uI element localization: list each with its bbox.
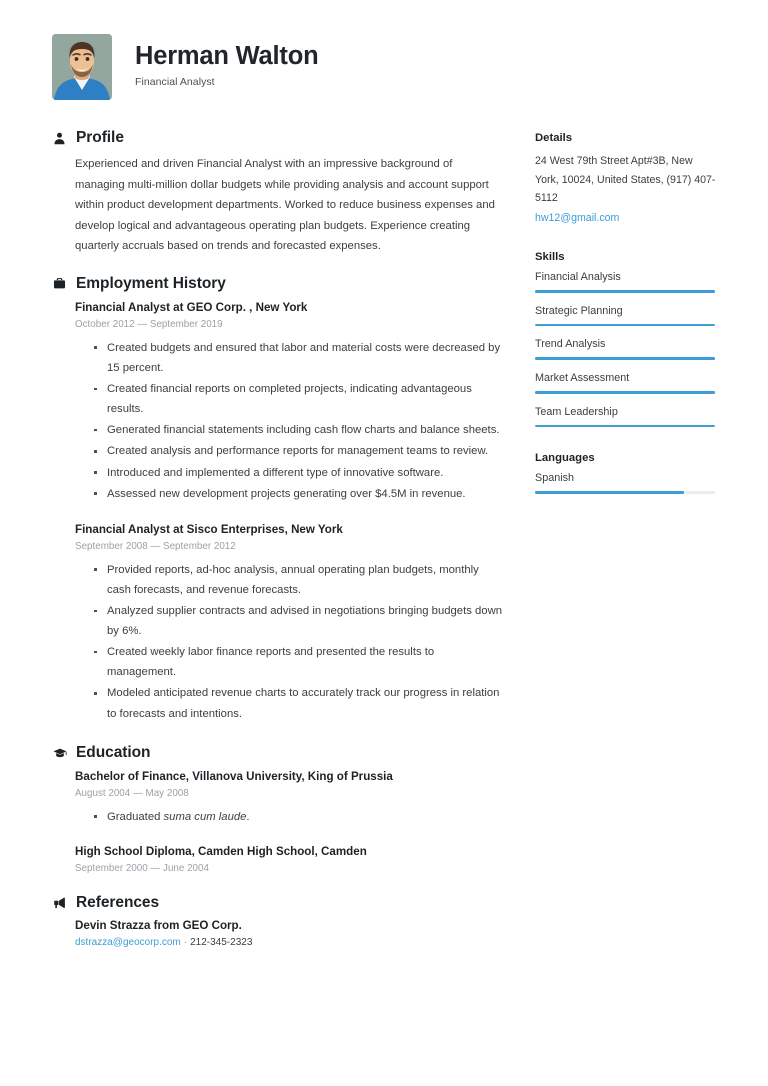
list-item: Graduated suma cum laude.: [107, 807, 504, 827]
list-item: Created analysis and performance reports for management teams to review.: [107, 441, 504, 461]
reference-phone: 212-345-2323: [190, 937, 253, 949]
employment-entry-bullets: [75, 560, 504, 724]
section-title-profile: Profile: [76, 129, 124, 146]
resume-header: [0, 0, 768, 100]
reference-separator: ·: [183, 937, 188, 949]
main-column: [52, 129, 504, 952]
employment-entry: [75, 522, 504, 724]
education-entry-title: High School Diploma, Camden High School, Camden: [75, 844, 367, 858]
employment-entry-date: October 2012 — September 2019: [75, 318, 223, 330]
reference-name: Devin Strazza from GEO Corp.: [75, 919, 242, 933]
skill-meter-track: [535, 290, 715, 293]
employment-entry: [75, 300, 504, 504]
list-item: Created financial reports on completed projects, indicating advantageous results.: [107, 379, 504, 419]
language-label: Spanish: [535, 472, 575, 485]
details-address: [535, 152, 718, 227]
skills-list: [535, 271, 718, 427]
section-profile: [52, 129, 504, 257]
skill-meter-fill: [535, 290, 715, 293]
section-body-profile: [52, 154, 504, 257]
sidebar-block-languages: [535, 452, 718, 494]
skill-item: [535, 338, 718, 360]
list-item: Created budgets and ensured that labor and material costs were decreased by 15 percent.: [107, 338, 504, 378]
section-title-education: Education: [76, 743, 151, 761]
list-item: Modeled anticipated revenue charts to accurately track our progress in relation to forecasts and intentions.: [107, 683, 504, 723]
header-job-title: Financial Analyst: [135, 75, 215, 88]
education-entry: [75, 844, 504, 874]
education-entry-date: September 2000 — June 2004: [75, 863, 209, 875]
language-meter-track: [535, 491, 715, 494]
sidebar-block-details: [535, 132, 718, 227]
section-employment: [52, 275, 504, 724]
section-header-employment: [52, 275, 504, 293]
sidebar-title-skills: Skills: [535, 251, 565, 264]
languages-list: [535, 472, 718, 494]
skill-label: Market Assessment: [535, 371, 630, 384]
section-body-employment: [52, 300, 504, 724]
education-entry-bullets: [75, 807, 504, 827]
section-header-profile: [52, 129, 504, 147]
education-entry-date: August 2004 — May 2008: [75, 787, 189, 799]
section-body-references: [52, 919, 504, 948]
header-text: [135, 42, 318, 92]
skill-meter-track: [535, 324, 715, 327]
details-address-text: 24 West 79th Street Apt#3B, New York, 10024, United States, (917) 407-5112: [535, 155, 716, 205]
reference-entry: [75, 919, 504, 948]
graduation-cap-icon: [52, 745, 67, 760]
profile-text: Experienced and driven Financial Analyst with an impressive background of managing multi-million dollar budgets while providing analysis and account support within product development departments. Worked to reduce business expenses and develop logical and advantageous operating plan budgets. Experience creating quarterly accruals based on trends and forecasted expenses.: [75, 158, 495, 253]
list-item: Generated financial statements including cash flow charts and balance sheets.: [107, 420, 504, 440]
skill-label: Trend Analysis: [535, 338, 606, 351]
list-item: Provided reports, ad-hoc analysis, annual operating plan budgets, monthly cash forecasts, and revenue forecasts.: [107, 560, 504, 600]
list-item: Introduced and implemented a different type of innovative software.: [107, 463, 504, 483]
section-title-references: References: [76, 894, 160, 912]
avatar: [52, 34, 112, 100]
employment-entry-date: September 2008 — September 2012: [75, 540, 236, 552]
education-entry-title: Bachelor of Finance, Villanova University, King of Prussia: [75, 769, 393, 783]
skill-meter-track: [535, 425, 715, 428]
skill-meter-fill: [535, 425, 715, 428]
section-header-references: [52, 894, 504, 912]
details-email-link[interactable]: hw12@gmail.com: [535, 211, 620, 224]
sidebar-block-skills: [535, 251, 718, 427]
education-entry: [75, 769, 504, 827]
sidebar-title-languages: Languages: [535, 452, 595, 465]
employment-entry-bullets: [75, 338, 504, 504]
section-header-education: [52, 744, 504, 762]
reference-contact: [75, 937, 504, 948]
skill-item: [535, 271, 718, 293]
skill-item: [535, 305, 718, 327]
skill-item: [535, 406, 718, 428]
sidebar-column: [535, 129, 718, 516]
list-item: Assessed new development projects generating over $4.5M in revenue.: [107, 484, 504, 504]
megaphone-icon: [52, 896, 67, 911]
list-item: Created weekly labor finance reports and presented the results to management.: [107, 642, 504, 682]
employment-entry-title: Financial Analyst at Sisco Enterprises, New York: [75, 522, 343, 536]
skill-meter-fill: [535, 391, 715, 394]
skill-meter-fill: [535, 324, 715, 327]
sidebar-title-details: Details: [535, 132, 573, 144]
section-title-employment: Employment History: [76, 274, 226, 292]
section-references: [52, 894, 504, 948]
list-item: Analyzed supplier contracts and advised in negotiations bringing budgets down by 6%.: [107, 601, 504, 641]
skill-label: Strategic Planning: [535, 304, 623, 317]
briefcase-icon: [52, 276, 67, 291]
skill-label: Financial Analysis: [535, 271, 621, 284]
language-item: [535, 472, 718, 494]
skill-meter-track: [535, 357, 715, 360]
page-title: Herman Walton: [135, 42, 319, 71]
skill-meter-fill: [535, 357, 715, 360]
skill-meter-track: [535, 391, 715, 394]
language-meter-fill: [535, 491, 684, 494]
reference-email-link[interactable]: dstrazza@geocorp.com: [75, 937, 181, 949]
section-body-education: [52, 769, 504, 875]
skill-label: Team Leadership: [535, 405, 618, 418]
section-education: [52, 744, 504, 875]
resume-body: [0, 129, 768, 952]
employment-entry-title: Financial Analyst at GEO Corp. , New York: [75, 300, 308, 314]
skill-item: [535, 372, 718, 394]
person-icon: [52, 131, 67, 146]
